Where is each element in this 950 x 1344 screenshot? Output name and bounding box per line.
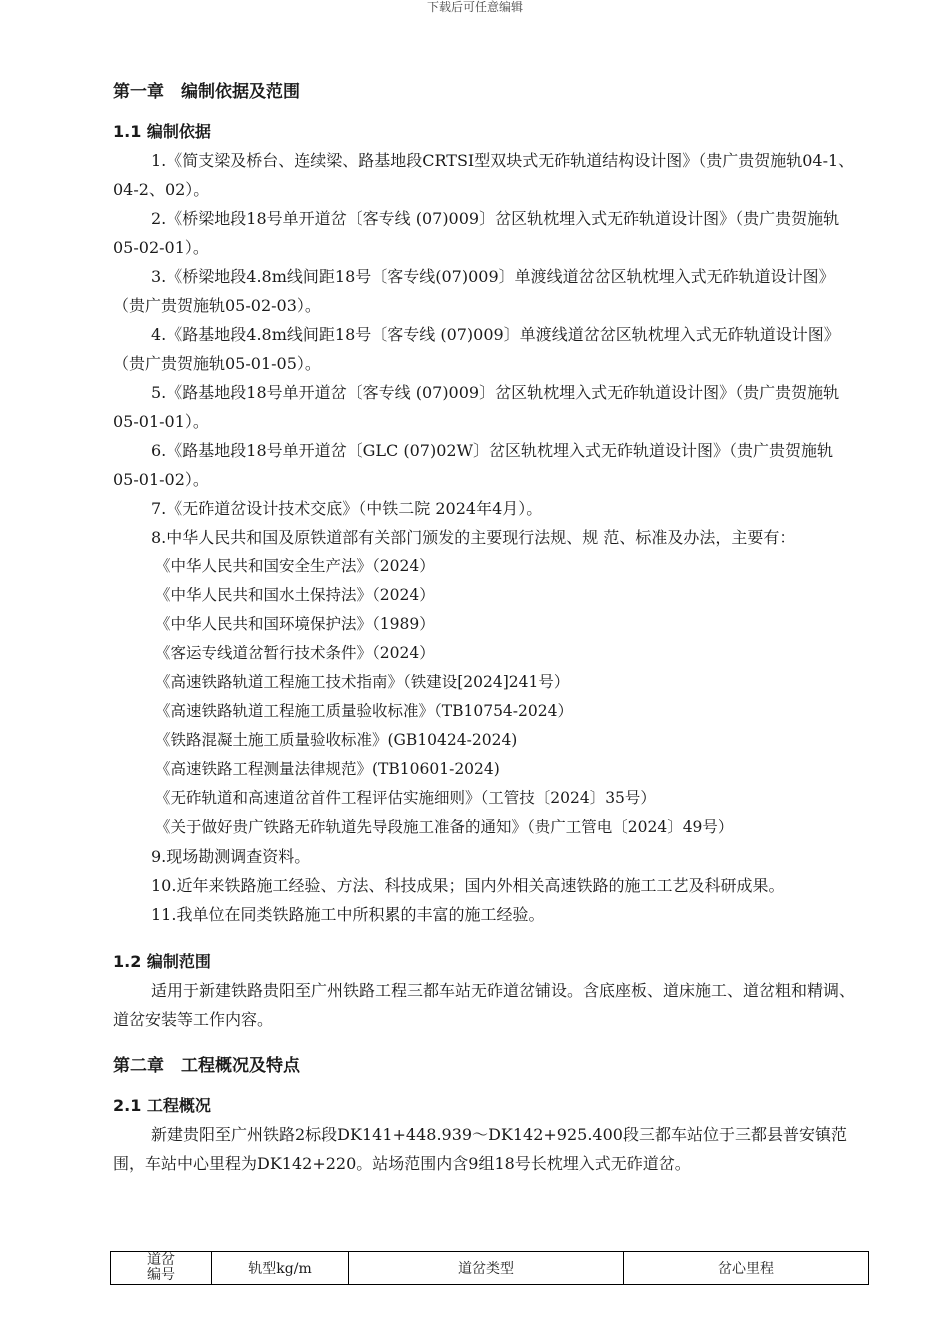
overview-text: 新建贵阳至广州铁路2标段DK141+448.939～DK142+925.400段三都车站位于三都县普安镇范围，车站中心里程为DK142+220。站场范围内含9组18号长枕埋入式无砟道岔。	[113, 1125, 847, 1173]
chapter2-title: 第二章 工程概况及特点	[113, 1056, 300, 1076]
regulation-ref: 《铁路混凝土施工质量验收标准》(GB10424-2024)	[155, 731, 518, 749]
section-2-1-title: 2.1 工程概况	[113, 1096, 211, 1115]
basis-item: 3.《桥梁地段4.8m线间距18号〔客专线(07)009〕单渡线道岔岔区轨枕埋入式无砟轨道设计图》（贵广贵贺施轨05-02-03）。	[113, 267, 835, 315]
regulation-ref: 《中华人民共和国水土保持法》（2024）	[155, 586, 435, 604]
basis-item: 2.《桥梁地段18号单开道岔〔客专线 (07)009〕岔区轨枕埋入式无砟轨道设计图》（贵广贵贺施轨05-02-01）。	[113, 209, 840, 257]
scope-text: 适用于新建铁路贵阳至广州铁路工程三都车站无砟道岔铺设。含底座板、道床施工、道岔粗和精调、道岔安装等工作内容。	[113, 981, 856, 1029]
basis-item: 7.《无砟道岔设计技术交底》（中铁二院 2024年4月）。	[151, 499, 543, 518]
basis-item: 8.中华人民共和国及原铁道部有关部门颁发的主要现行法规、规 范、标准及办法，主要有：	[151, 528, 796, 547]
basis-item: 5.《路基地段18号单开道岔〔客专线 (07)009〕岔区轨枕埋入式无砟轨道设计图》（贵广贵贺施轨05-01-01）。	[113, 383, 840, 431]
basis-item: 10.近年来铁路施工经验、方法、科技成果；国内外相关高速铁路的施工工艺及科研成果。	[151, 876, 785, 895]
regulation-ref: 《中华人民共和国环境保护法》（1989）	[155, 615, 435, 633]
regulation-ref: 《高速铁路轨道工程施工质量验收标准》（TB10754-2024）	[155, 702, 573, 720]
chapter1-title: 第一章 编制依据及范围	[113, 82, 300, 102]
regulation-ref: 《高速铁路工程测量法律规范》(TB10601-2024)	[155, 760, 500, 778]
page-header: 下载后可任意编辑	[426, 0, 523, 14]
basis-item: 4.《路基地段4.8m线间距18号〔客专线 (07)009〕单渡线道岔岔区轨枕埋入式无砟轨道设计图》（贵广贵贺施轨05-01-05）。	[113, 325, 840, 373]
col-turnout-no: 道岔 编号	[111, 1252, 212, 1285]
table-header-row	[111, 1252, 869, 1285]
basis-item: 11.我单位在同类铁路施工中所积累的丰富的施工经验。	[151, 905, 545, 924]
turnout-table	[110, 1251, 869, 1285]
basis-item: 6.《路基地段18号单开道岔〔GLC (07)02W〕岔区轨枕埋入式无砟轨道设计图》（贵广贵贺施轨05-01-02）。	[113, 441, 834, 489]
col-frog-mileage: 岔心里程	[624, 1252, 869, 1285]
section-1-1-title: 1.1 编制依据	[113, 122, 211, 141]
section-1-2-title: 1.2 编制范围	[113, 952, 211, 971]
regulation-ref: 《高速铁路轨道工程施工技术指南》（铁建设[2024]241号）	[155, 673, 570, 691]
basis-item: 9.现场勘测调查资料。	[151, 847, 311, 866]
document-body	[113, 78, 858, 1178]
regulation-ref: 《无砟轨道和高速道岔首件工程评估实施细则》（工管技〔2024〕35号）	[155, 789, 656, 807]
basis-item: 1.《简支梁及桥台、连续梁、路基地段CRTSⅠ型双块式无砟轨道结构设计图》（贵广贵贺施轨04-1、04-2、02）。	[113, 151, 855, 199]
regulation-ref: 《中华人民共和国安全生产法》（2024）	[155, 557, 435, 575]
regulation-ref: 《客运专线道岔暂行技术条件》（2024）	[155, 644, 435, 662]
col-turnout-type: 道岔类型	[349, 1252, 624, 1285]
regulation-ref: 《关于做好贵广铁路无砟轨道先导段施工准备的通知》（贵广工管电〔2024〕49号）	[155, 818, 734, 836]
col-rail-type: 轨型kg/m	[212, 1252, 349, 1285]
